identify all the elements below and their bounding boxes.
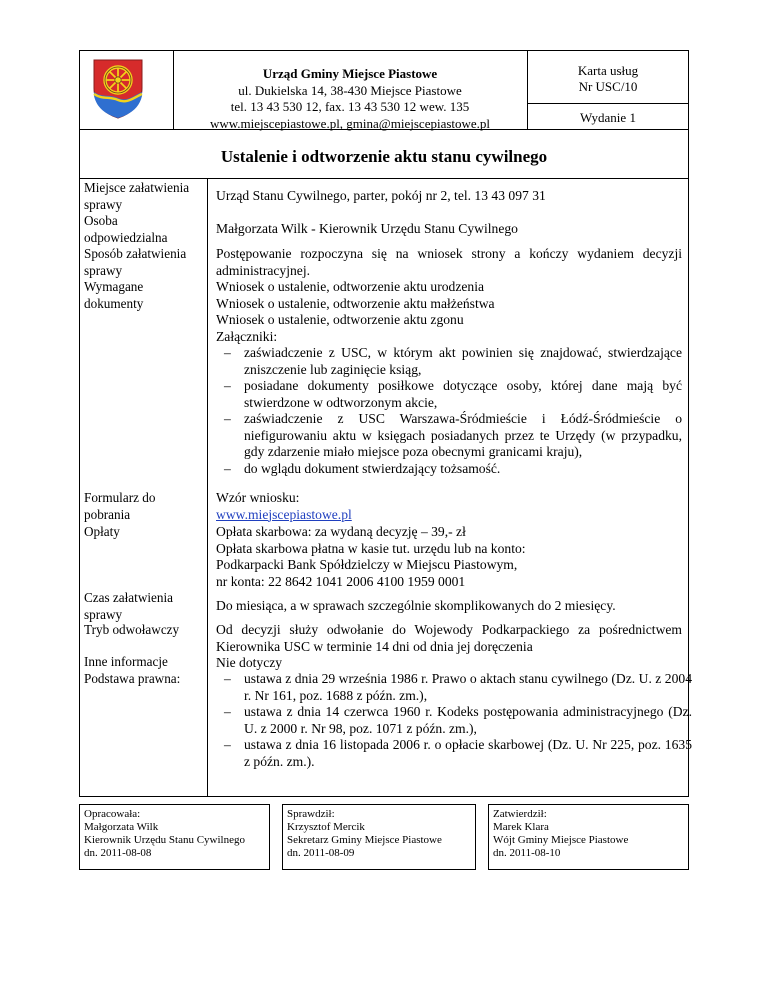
value-fees bbox=[216, 524, 682, 590]
document-line: Wniosek o ustalenie, odtworzenie aktu urodzenia bbox=[216, 279, 485, 294]
coat-of-arms-logo bbox=[91, 58, 145, 120]
approved-name: Marek Klara bbox=[493, 821, 549, 833]
label-form: Formularz do pobrania bbox=[84, 490, 156, 522]
card-label-block bbox=[528, 63, 688, 95]
title-divider bbox=[79, 178, 689, 179]
checked-role: Sprawdził: bbox=[287, 808, 335, 820]
legal-item: – ustawa z dnia 29 września 1986 r. Prawo o aktach stanu cywilnego (Dz. U. z 2004 r. Nr 161, poz. 1688 z późn. zm.), bbox=[224, 671, 692, 703]
attachment-item: – zaświadczenie z USC, w którym akt powinien się znajdować, stwierdzające zniszczenie lub zaginięcie ksiąg, bbox=[224, 345, 682, 377]
value-place: Urząd Stanu Cywilnego, parter, pokój nr 2, tel. 13 43 097 31 bbox=[216, 188, 546, 203]
footer-checked bbox=[287, 808, 473, 860]
prepared-position: Kierownik Urzędu Stanu Cywilnego bbox=[84, 834, 245, 846]
label-place: Miejsce załatwienia sprawy bbox=[84, 180, 190, 212]
label-appeal: Tryb odwoławczy bbox=[84, 622, 180, 637]
label-other: Inne informacje bbox=[84, 654, 168, 669]
header-divider-left bbox=[173, 50, 174, 130]
attachments-heading: Załączniki: bbox=[216, 328, 278, 344]
attachment-item: – posiadane dokumenty posiłkowe dotyczące osoby, której dane mają być stwierdzone w odtworzonym akcie, bbox=[224, 378, 682, 410]
label-legal: Podstawa prawna: bbox=[84, 671, 181, 686]
value-legal bbox=[216, 671, 692, 770]
label-method: Sposób załatwienia sprawy bbox=[84, 246, 187, 278]
attachment-item: – do wglądu dokument stwierdzający tożsamość. bbox=[224, 460, 501, 476]
checked-name: Krzysztof Mercik bbox=[287, 821, 365, 833]
value-form bbox=[216, 490, 682, 523]
page-title: Ustalenie i odtworzenie aktu stanu cywilnego bbox=[220, 147, 548, 166]
office-header bbox=[175, 66, 525, 132]
fee-line: Opłata skarbowa płatna w kasie tut. urzędu lub na konto: bbox=[216, 540, 526, 556]
attachment-item: – zaświadczenie z USC Warszawa-Śródmieście i Łódź-Śródmieście o niefigurowaniu aktu w księgach posiadanych przez te Urzędy (w przypadku, gdy zdarzenie miało miejsce poza obecnymi granicami kraju), bbox=[224, 411, 682, 459]
column-divider bbox=[207, 178, 208, 797]
prepared-date: dn. 2011-08-08 bbox=[84, 847, 152, 859]
form-download-link[interactable]: www.miejscepiastowe.pl bbox=[216, 506, 352, 522]
fee-line: Opłata skarbowa: za wydaną decyzję – 39,- zł bbox=[216, 524, 466, 539]
value-time: Do miesiąca, a w sprawach szczególnie skomplikowanych do 2 miesięcy. bbox=[216, 598, 616, 613]
value-method: Postępowanie rozpoczyna się na wniosek strony a kończy wydaniem decyzji administracyjnej. bbox=[216, 246, 682, 278]
prepared-role: Opracowała: bbox=[84, 808, 141, 820]
office-phone: tel. 13 43 530 12, fax. 13 43 530 12 wew. 135 bbox=[230, 99, 470, 114]
value-appeal: Od decyzji służy odwołanie do Wojewody Podkarpackiego za pośrednictwem Kierownika USC w terminie 14 dni od dnia jej doręczenia bbox=[216, 622, 682, 654]
approved-role: Zatwierdził: bbox=[493, 808, 547, 820]
office-web-email: www.miejscepiastowe.pl, gmina@miejscepiastowe.pl bbox=[209, 115, 491, 131]
label-time: Czas załatwienia sprawy bbox=[84, 590, 173, 622]
document-line: Wniosek o ustalenie, odtworzenie aktu małżeństwa bbox=[216, 295, 495, 311]
card-label: Karta usług bbox=[577, 63, 639, 78]
prepared-name: Małgorzata Wilk bbox=[84, 821, 159, 833]
value-person: Małgorzata Wilk - Kierownik Urzędu Stanu Cywilnego bbox=[216, 221, 518, 236]
header-divider-card bbox=[527, 103, 689, 104]
office-address: ul. Dukielska 14, 38-430 Miejsce Piastowe bbox=[238, 82, 462, 98]
approved-position: Wójt Gminy Miejsce Piastowe bbox=[493, 834, 629, 846]
document-line: Wniosek o ustalenie, odtworzenie aktu zgonu bbox=[216, 312, 464, 327]
label-fees: Opłaty bbox=[84, 524, 120, 539]
office-name: Urząd Gminy Miejsce Piastowe bbox=[262, 66, 438, 81]
card-number: Nr USC/10 bbox=[578, 79, 638, 94]
label-documents: Wymagane dokumenty bbox=[84, 279, 144, 311]
checked-position: Sekretarz Gminy Miejsce Piastowe bbox=[287, 834, 442, 846]
edition: Wydanie 1 bbox=[580, 110, 636, 125]
footer-prepared bbox=[84, 808, 268, 860]
approved-date: dn. 2011-08-10 bbox=[493, 847, 561, 859]
value-documents bbox=[216, 279, 682, 477]
legal-item: – ustawa z dnia 14 czerwca 1960 r. Kodeks postępowania administracyjnego (Dz. U. z 2000 r. Nr 98, poz. 1071 z późn. zm.), bbox=[224, 704, 692, 736]
footer-approved bbox=[493, 808, 687, 860]
fee-line: nr konta: 22 8642 1041 2006 4100 1959 0001 bbox=[216, 573, 466, 589]
form-label: Wzór wniosku: bbox=[216, 490, 300, 505]
fee-line: Podkarpacki Bank Spółdzielczy w Miejscu Piastowym, bbox=[216, 557, 518, 572]
legal-item: – ustawa z dnia 16 listopada 2006 r. o opłacie skarbowej (Dz. U. Nr 225, poz. 1635 z późn. zm.). bbox=[224, 737, 692, 769]
checked-date: dn. 2011-08-09 bbox=[287, 847, 355, 859]
value-other: Nie dotyczy bbox=[216, 655, 283, 670]
label-person: Osoba odpowiedzialna bbox=[84, 213, 168, 245]
